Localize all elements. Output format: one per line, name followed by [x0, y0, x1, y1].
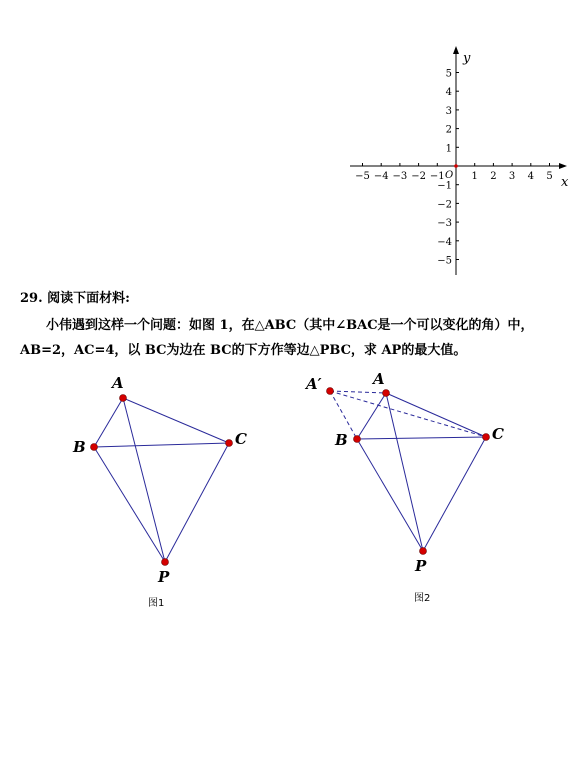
segment-cp — [423, 437, 486, 551]
y-tick-label: −1 — [437, 180, 452, 192]
x-tick-label: −2 — [411, 171, 426, 182]
label-a: A — [373, 370, 385, 388]
y-tick-label: 2 — [445, 124, 452, 136]
segment-ab — [94, 398, 123, 447]
figure-1 — [60, 370, 270, 610]
segment-ab — [357, 393, 386, 439]
point-c — [483, 434, 490, 441]
dashed-aprime-a — [330, 391, 386, 393]
y-tick-label: 1 — [445, 143, 452, 155]
x-axis-arrow — [559, 163, 567, 169]
x-tick-label: −3 — [392, 171, 408, 182]
y-tick-label: −3 — [437, 218, 452, 230]
origin-point — [454, 164, 458, 168]
x-axis-label: x — [561, 175, 569, 190]
y-tick-label: 3 — [445, 105, 452, 117]
x-tick-label: 5 — [546, 171, 553, 182]
label-b: B — [335, 431, 348, 449]
y-tick-label: −5 — [437, 255, 452, 267]
label-p: P — [415, 557, 427, 575]
label-c: C — [492, 425, 504, 443]
y-tick-label: −4 — [437, 236, 452, 248]
segment-ap — [123, 398, 165, 562]
segment-ac — [386, 393, 486, 437]
label-b: B — [73, 438, 86, 456]
point-b — [91, 444, 98, 451]
label-c: C — [235, 430, 247, 448]
y-axis-arrow — [453, 46, 459, 54]
point-a-prime — [327, 388, 334, 395]
coordinate-ticks — [355, 69, 553, 267]
x-tick-label: −5 — [355, 171, 370, 182]
label-a: A — [112, 374, 124, 392]
question-title: 29. 阅读下面材料: — [20, 291, 130, 306]
y-tick-label: 5 — [445, 68, 452, 80]
point-b — [354, 436, 361, 443]
x-tick-label: 4 — [527, 171, 534, 182]
figure-2-caption: 图2 — [414, 593, 431, 604]
x-tick-label: 3 — [508, 171, 516, 182]
segment-bc — [94, 443, 229, 447]
y-axis-label: y — [463, 51, 471, 66]
question-text-line-1: 小伟遇到这样一个问题：如图 1，在△ABC（其中∠BAC是一个可以变化的角）中， — [46, 318, 534, 333]
x-tick-label: −4 — [373, 171, 389, 182]
point-a — [383, 390, 390, 397]
question-text-line-2: AB=2，AC=4，以 BC为边在 BC的下方作等边△PBC，求 AP的最大值。 — [20, 343, 467, 358]
figure-2 — [300, 365, 530, 610]
segment-ac — [123, 398, 229, 443]
label-p: P — [158, 568, 170, 586]
y-tick-label: 4 — [445, 87, 452, 99]
x-tick-label: 1 — [471, 171, 478, 182]
dashed-aprime-c — [330, 391, 486, 437]
x-tick-label: 2 — [490, 171, 497, 182]
segment-bc — [357, 437, 486, 439]
segment-cp — [165, 443, 229, 562]
point-p — [162, 559, 169, 566]
y-tick-label: −2 — [437, 199, 452, 211]
point-p — [420, 548, 427, 555]
coordinate-plane — [345, 40, 575, 280]
figure-1-caption: 图1 — [148, 598, 165, 609]
label-a-prime: A′ — [306, 375, 322, 393]
point-c — [226, 440, 233, 447]
origin-label: O — [445, 170, 454, 181]
point-a — [120, 395, 127, 402]
x-tick-label: −1 — [429, 171, 445, 182]
segment-bp — [357, 439, 423, 551]
segment-bp — [94, 447, 165, 562]
